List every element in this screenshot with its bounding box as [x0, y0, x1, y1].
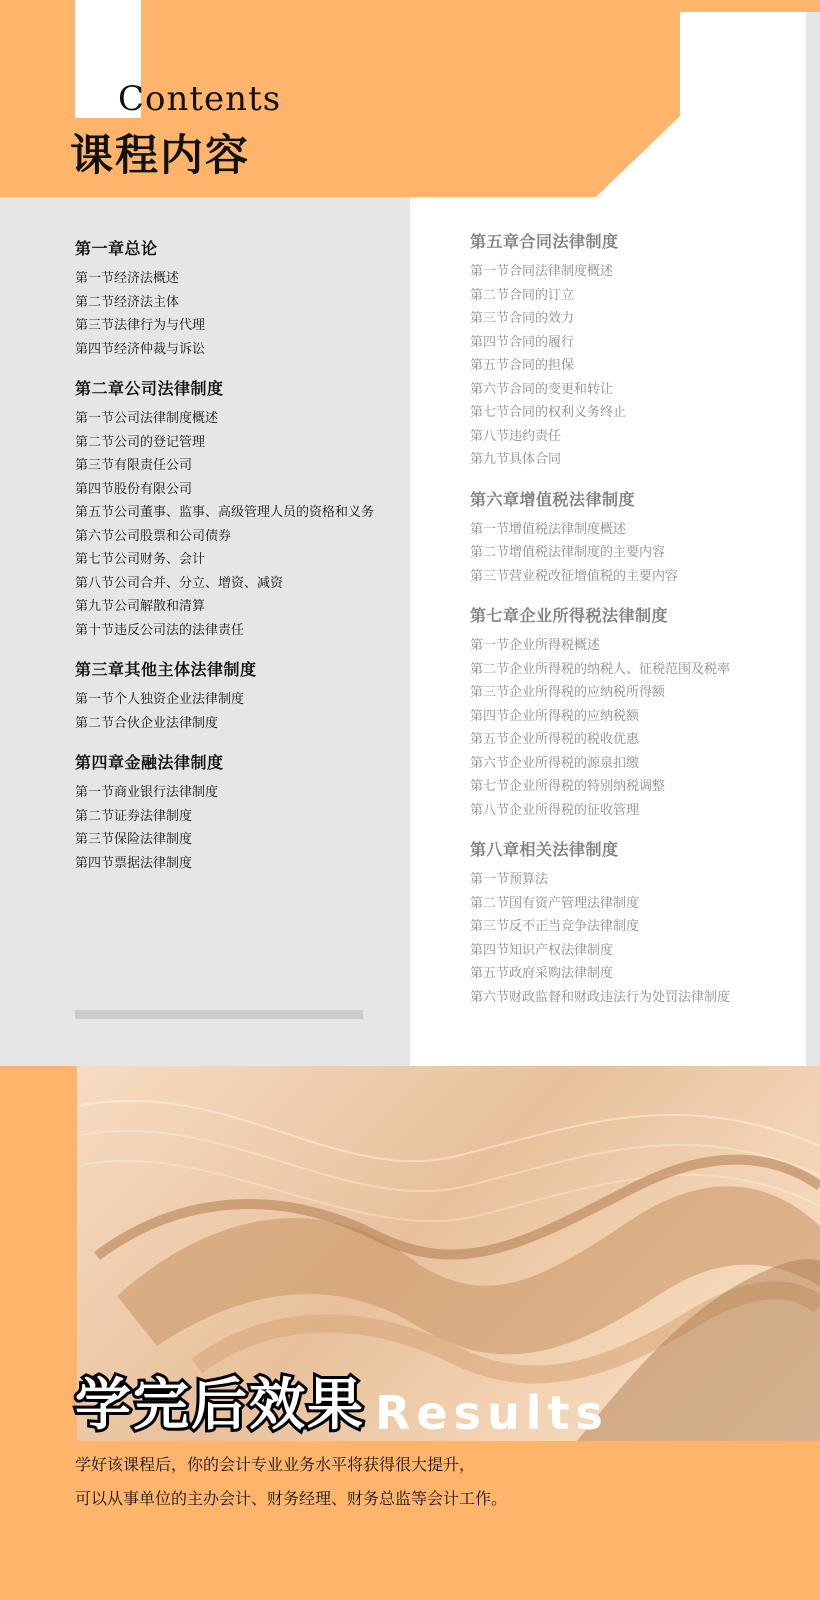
section-item: 第三节保险法律制度 [75, 832, 193, 847]
section-item: 第六节企业所得税的源泉扣缴 [470, 755, 640, 771]
section-item: 第四节票据法律制度 [75, 855, 193, 871]
section-item: 第七节合同的权利义务终止 [470, 405, 627, 420]
chapter-title: 第七章企业所得税法律制度 [470, 606, 669, 625]
section-item: 第一节商业银行法律制度 [75, 785, 219, 800]
chapter-title: 第五章合同法律制度 [470, 232, 619, 251]
section-item: 第九节具体合同 [470, 452, 562, 467]
results-description [75, 1448, 775, 1516]
chapter-title: 第一章总论 [75, 239, 158, 258]
section-item: 第五节公司董事、监事、高级管理人员的资格和义务 [75, 505, 375, 520]
section-item: 第九节公司解散和清算 [75, 599, 206, 614]
section-item: 第二节经济法主体 [75, 294, 180, 310]
section-item: 第二节增值税法律制度的主要内容 [470, 545, 666, 560]
chapter-title: 第二章公司法律制度 [75, 379, 224, 398]
section-item: 第三节营业税改征增值税的主要内容 [470, 568, 679, 584]
section-item: 第八节违约责任 [470, 428, 562, 444]
section-item: 第三节反不正当竞争法律制度 [470, 919, 640, 934]
section-item: 第五节企业所得税的税收优惠 [470, 732, 640, 747]
right-edge-strip [806, 12, 820, 1066]
page-title: 课程内容 [70, 131, 250, 181]
chapter-title: 第四章金融法律制度 [75, 753, 224, 772]
chapter-title: 第三章其他主体法律制度 [75, 660, 257, 679]
chapter-block [75, 660, 415, 735]
section-item: 第七节企业所得税的特别纳税调整 [470, 779, 666, 794]
section-item: 第八节企业所得税的征收管理 [470, 802, 640, 818]
section-item: 第十节违反公司法的法律责任 [75, 622, 245, 638]
section-item: 第三节合同的效力 [470, 311, 575, 326]
chapter-block [470, 606, 800, 822]
chapter-block [470, 232, 800, 472]
chapter-block [470, 490, 800, 589]
section-item: 第二节合伙企业法律制度 [75, 715, 219, 731]
section-item: 第二节国有资产管理法律制度 [470, 895, 640, 911]
section-item: 第四节企业所得税的应纳税额 [470, 708, 640, 724]
contents-heading-en: Contents [118, 79, 282, 119]
chapter-title: 第六章增值税法律制度 [470, 489, 636, 509]
section-item: 第六节公司股票和公司债券 [75, 528, 232, 544]
section-item: 第二节证券法律制度 [75, 808, 193, 824]
section-item: 第五节合同的担保 [470, 358, 575, 373]
section-item: 第八节公司合并、分立、增资、减资 [75, 575, 284, 591]
section-item: 第三节有限责任公司 [75, 458, 193, 473]
results-line-2: 可以从事单位的主办会计、财务经理、财务总监等会计工作。 [75, 1489, 508, 1508]
chapter-list-left [75, 239, 415, 893]
section-item: 第一节企业所得税概述 [470, 638, 601, 653]
section-item: 第三节法律行为与代理 [75, 318, 206, 333]
section-item: 第四节合同的履行 [470, 334, 575, 350]
chapter-block [75, 753, 415, 875]
chapter-title: 第八章相关法律制度 [470, 840, 619, 859]
section-item: 第一节经济法概述 [75, 271, 180, 286]
section-item: 第一节合同法律制度概述 [470, 264, 614, 279]
divider-bar [75, 1010, 363, 1019]
section-item: 第四节经济仲裁与诉讼 [75, 341, 206, 357]
section-item: 第六节财政监督和财政违法行为处罚法律制度 [470, 989, 731, 1005]
section-item: 第一节公司法律制度概述 [75, 411, 219, 426]
chapter-block [75, 379, 415, 642]
section-item: 第二节合同的订立 [470, 287, 575, 303]
section-item: 第六节合同的变更和转让 [470, 381, 614, 397]
section-item: 第七节公司财务、会计 [75, 552, 206, 567]
section-item: 第五节政府采购法律制度 [470, 966, 614, 981]
chapter-block [75, 239, 415, 361]
results-line-1: 学好该课程后，你的会计专业业务水平将获得很大提升， [75, 1455, 476, 1474]
section-item: 第一节预算法 [470, 872, 549, 887]
section-item: 第一节个人独资企业法律制度 [75, 692, 245, 707]
chapter-list-right [470, 232, 800, 1027]
section-item: 第四节股份有限公司 [75, 481, 193, 497]
section-item: 第二节企业所得税的纳税人、征税范围及税率 [470, 661, 731, 677]
results-title-cn: 学完后效果 [75, 1373, 365, 1438]
results-title-en: Results [375, 1386, 609, 1440]
section-item: 第四节知识产权法律制度 [470, 942, 614, 958]
section-item: 第一节增值税法律制度概述 [470, 521, 627, 537]
section-item: 第三节企业所得税的应纳税所得额 [470, 685, 666, 700]
chapter-block [470, 840, 800, 1009]
section-item: 第二节公司的登记管理 [75, 434, 206, 450]
